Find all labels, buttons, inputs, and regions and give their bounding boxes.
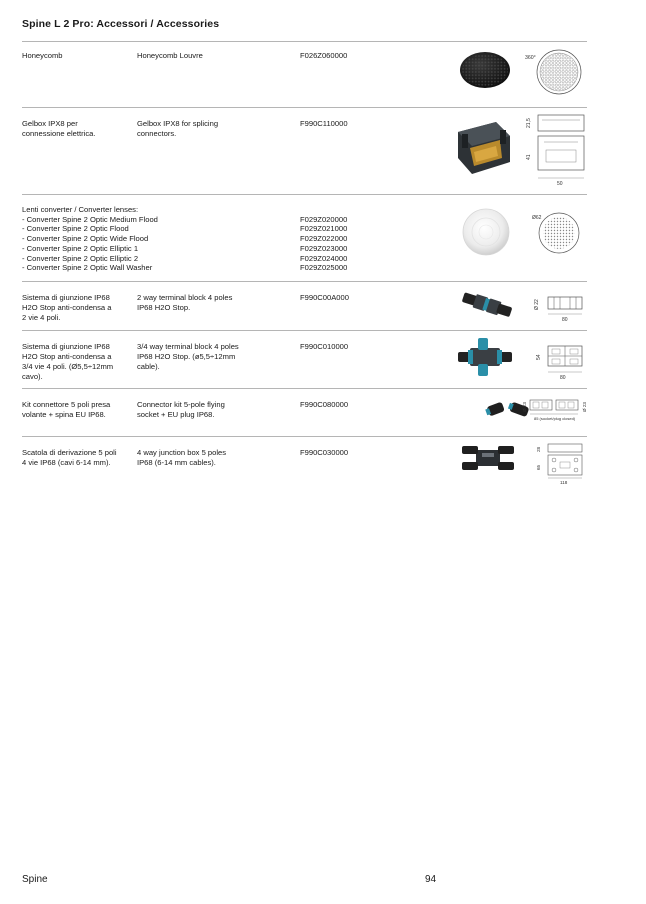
italian-description: Sistema di giunzione IP68 H2O Stop anti-condensa a 3/4 vie 4 poli. (Ø5,5÷12mm cavo). bbox=[22, 342, 114, 381]
italian-description: Scatola di derivazione 5 poli 4 vie IP68 (cavi 6-14 mm). bbox=[22, 448, 117, 467]
dimension-label: Ø62 bbox=[532, 215, 542, 221]
lens-item: - Converter Spine 2 Optic Wide Flood bbox=[22, 234, 149, 244]
dimension-label: 80 bbox=[560, 375, 566, 381]
product-code: F990C110000 bbox=[300, 119, 348, 128]
row-divider bbox=[22, 41, 587, 42]
dimension-label: 118 bbox=[560, 480, 568, 485]
dimension-label: 80 bbox=[562, 317, 568, 323]
product-code: F026Z060000 bbox=[300, 51, 348, 60]
dimension-label: 65 bbox=[536, 464, 541, 470]
lens-item: - Converter Spine 2 Optic Flood bbox=[22, 224, 129, 234]
connector-kit-drawing bbox=[520, 396, 588, 426]
lens-code: F029Z023000 bbox=[300, 243, 348, 253]
lens-heading: Lenti converter / Converter lenses: bbox=[22, 205, 139, 214]
row-divider bbox=[22, 107, 587, 108]
dimension-label: 85 (socket/plug closed) bbox=[534, 416, 576, 421]
row-divider bbox=[22, 388, 587, 389]
italian-description: Kit connettore 5 poli presa volante + spina EU IP68. bbox=[22, 400, 111, 419]
gelbox-photo bbox=[452, 114, 516, 180]
lens-code: F029Z020000 bbox=[300, 214, 348, 224]
terminal-block-3-4-drawing bbox=[530, 340, 588, 382]
gelbox-drawing bbox=[524, 112, 588, 190]
product-code: F990C030000 bbox=[300, 448, 349, 457]
junction-box-photo bbox=[458, 440, 518, 476]
italian-description: Gelbox IPX8 per connessione elettrica. bbox=[22, 119, 96, 138]
row-divider bbox=[22, 330, 587, 331]
product-code: F990C080000 bbox=[300, 400, 349, 409]
row-divider bbox=[22, 281, 587, 282]
english-description: Connector kit 5-pole flying socket + EU plug IP68. bbox=[137, 400, 225, 419]
honeycomb-photo bbox=[455, 48, 515, 92]
lens-item: - Converter Spine 2 Optic Wall Washer bbox=[22, 263, 153, 273]
lens-code: F029Z022000 bbox=[300, 234, 348, 244]
dimension-label: 50 bbox=[557, 181, 563, 187]
honeycomb-drawing bbox=[524, 46, 586, 98]
terminal-block-photo bbox=[458, 288, 518, 322]
dimension-label: 21,5 bbox=[526, 118, 532, 128]
row-divider bbox=[22, 194, 587, 195]
lens-item: - Converter Spine 2 Optic Elliptic 2 bbox=[22, 253, 139, 263]
italian-description: Sistema di giunzione IP68 H2O Stop anti-condensa a 2 vie 4 poli. bbox=[22, 293, 112, 322]
english-description: Honeycomb Louvre bbox=[137, 51, 203, 60]
italian-description: Honeycomb bbox=[22, 51, 63, 60]
terminal-block-3-4-photo bbox=[454, 336, 516, 380]
english-description: 3/4 way terminal block 4 poles IP68 H2O Stop. (ø5,5÷12mm cable). bbox=[137, 342, 239, 371]
lens-code: F029Z021000 bbox=[300, 224, 348, 234]
product-code: F990C010000 bbox=[300, 342, 349, 351]
dimension-label: Ø 23 bbox=[582, 402, 587, 412]
lens-code: F029Z024000 bbox=[300, 253, 348, 263]
lens-item: - Converter Spine 2 Optic Medium Flood bbox=[22, 214, 158, 224]
dimension-label: 41 bbox=[526, 154, 532, 160]
dimension-label: Ø 22 bbox=[534, 299, 540, 310]
lens-item: - Converter Spine 2 Optic Elliptic 1 bbox=[22, 243, 139, 253]
english-description: Gelbox IPX8 for splicing connectors. bbox=[137, 119, 219, 138]
english-description: 2 way terminal block 4 poles IP68 H2O Stop. bbox=[137, 293, 233, 312]
dimension-label: 54 bbox=[536, 354, 542, 360]
product-code: F990C00A000 bbox=[300, 293, 349, 302]
dimension-label: 360° bbox=[525, 55, 536, 61]
page-number: 94 bbox=[425, 874, 437, 885]
row-divider bbox=[22, 436, 587, 437]
dimension-label: Ø 23 bbox=[522, 402, 527, 412]
lens-drawing bbox=[526, 208, 586, 258]
dimension-label: 28 bbox=[536, 446, 541, 452]
page-title: Spine L 2 Pro: Accessori / Accessories bbox=[22, 18, 220, 30]
lens-code: F029Z025000 bbox=[300, 263, 348, 273]
lens-photo bbox=[460, 206, 512, 258]
terminal-block-drawing bbox=[530, 290, 588, 324]
footer-section-name: Spine bbox=[22, 874, 48, 885]
junction-box-drawing bbox=[530, 440, 588, 486]
english-description: 4 way junction box 5 poles IP68 (6-14 mm cables). bbox=[137, 448, 227, 467]
